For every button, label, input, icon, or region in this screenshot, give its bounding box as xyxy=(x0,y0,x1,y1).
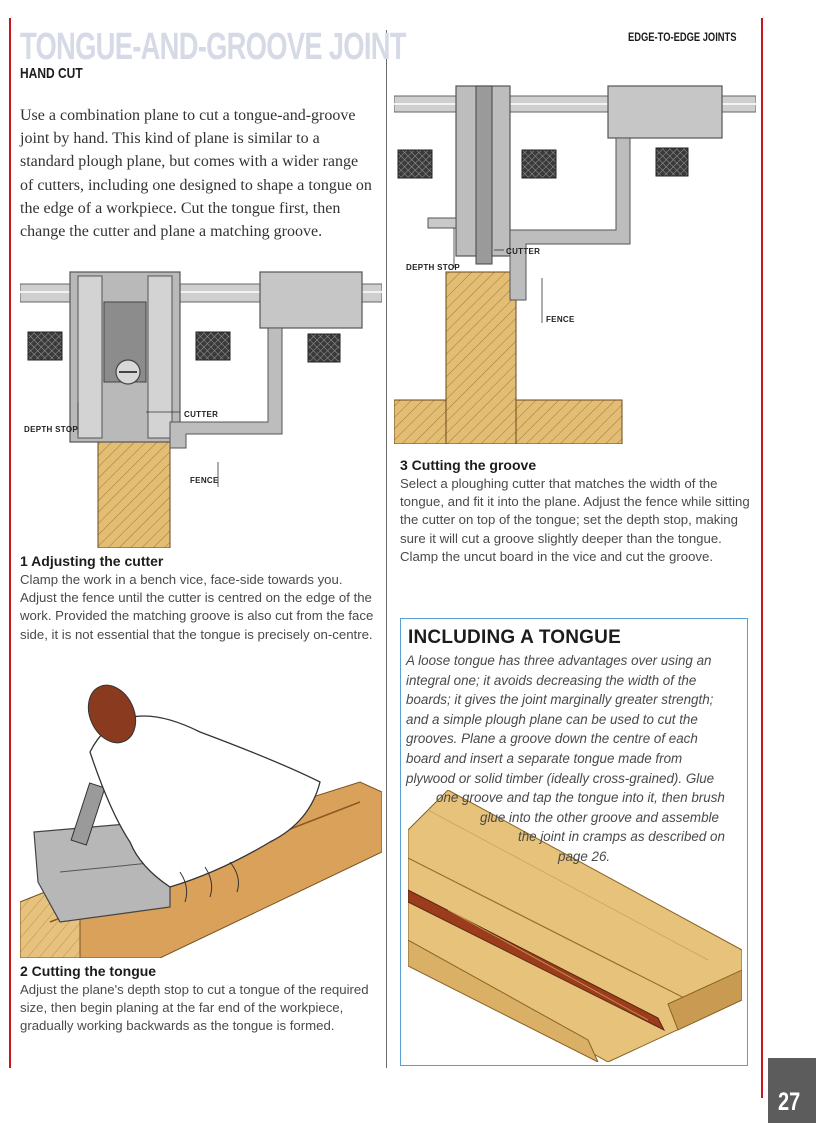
plane-setup-illustration xyxy=(20,262,382,548)
tongue-line: A loose tongue has three advantages over using an xyxy=(406,653,712,668)
right-red-rule xyxy=(761,18,763,1098)
page-title: TONGUE-AND-GROOVE JOINT xyxy=(20,26,406,68)
step-1-text: Clamp the work in a bench vice, face-side towards you. Adjust the fence until the cutter is centred on the edge of the work. Provided the matching groove is also cut from the face side, it is not essential that the tongue is precisely on-centre. xyxy=(20,572,374,642)
step-1-title: 1 Adjusting the cutter xyxy=(20,553,164,569)
step-2 xyxy=(20,963,376,1036)
intro-paragraph: Use a combination plane to cut a tongue-and-groove joint by hand. This kind of plane is similar to a standard plough plane, but comes with a wider range of cutters, including one designed to shape a tongue on the edge of a workpiece. Cut the tongue first, then change the cutter and plane a matching groove. xyxy=(20,107,372,241)
tongue-line: plywood or solid timber (ideally cross-grained). Glue xyxy=(406,770,715,786)
groove-setup-illustration xyxy=(394,78,756,444)
tongue-line: glue into the other groove and assemble xyxy=(480,809,719,825)
step-2-title: 2 Cutting the tongue xyxy=(20,963,157,979)
page-subtitle: HAND CUT xyxy=(20,65,83,82)
step-3-text: Select a ploughing cutter that matches the width of the tongue, and fit it into the plane. Adjust the fence while sitting the cutter on top of the tongue; set the depth stop, making sure it will cut a groove slightly deeper than the tongue. Clamp the uncut board in the vice and cut the groove. xyxy=(400,476,750,564)
tongue-line: page 26. xyxy=(558,848,611,864)
step-2-text: Adjust the plane's depth stop to cut a tongue of the required size, then begin planing at the far end of the workpiece, gradually working backwards as the tongue is formed. xyxy=(20,982,369,1034)
callout-fence-3: FENCE xyxy=(546,315,575,324)
tongue-line: boards; it gives the joint marginally greater strength; xyxy=(406,692,714,708)
callout-cutter-3: CUTTER xyxy=(506,247,541,256)
step-3 xyxy=(400,457,750,566)
column-divider xyxy=(386,30,387,1068)
including-tongue-heading: INCLUDING A TONGUE xyxy=(408,627,621,648)
step-1 xyxy=(20,553,376,644)
callout-fence-1: FENCE xyxy=(190,476,219,485)
tongue-line: the joint in cramps as described on xyxy=(518,829,725,845)
tongue-line: board and insert a separate tongue made from xyxy=(406,750,683,766)
tongue-line: and a simple plough plane can be used to cut the xyxy=(406,711,698,727)
page-number: 27 xyxy=(778,1088,801,1116)
step-3-title: 3 Cutting the groove xyxy=(400,457,537,473)
callout-depth-stop-1: DEPTH STOP xyxy=(24,425,78,434)
including-tongue-text xyxy=(406,651,742,867)
tongue-line: one groove and tap the tongue into it, then brush xyxy=(436,790,725,806)
tongue-line: integral one; it avoids decreasing the width of the xyxy=(406,672,697,688)
callout-depth-stop-3: DEPTH STOP xyxy=(406,263,460,272)
tongue-line: grooves. Plane a groove down the centre of each xyxy=(406,731,698,747)
callout-cutter-1: CUTTER xyxy=(184,410,219,419)
section-label: EDGE-TO-EDGE JOINTS xyxy=(628,30,737,44)
left-red-rule xyxy=(9,18,11,1068)
planing-tongue-illustration xyxy=(20,672,382,958)
